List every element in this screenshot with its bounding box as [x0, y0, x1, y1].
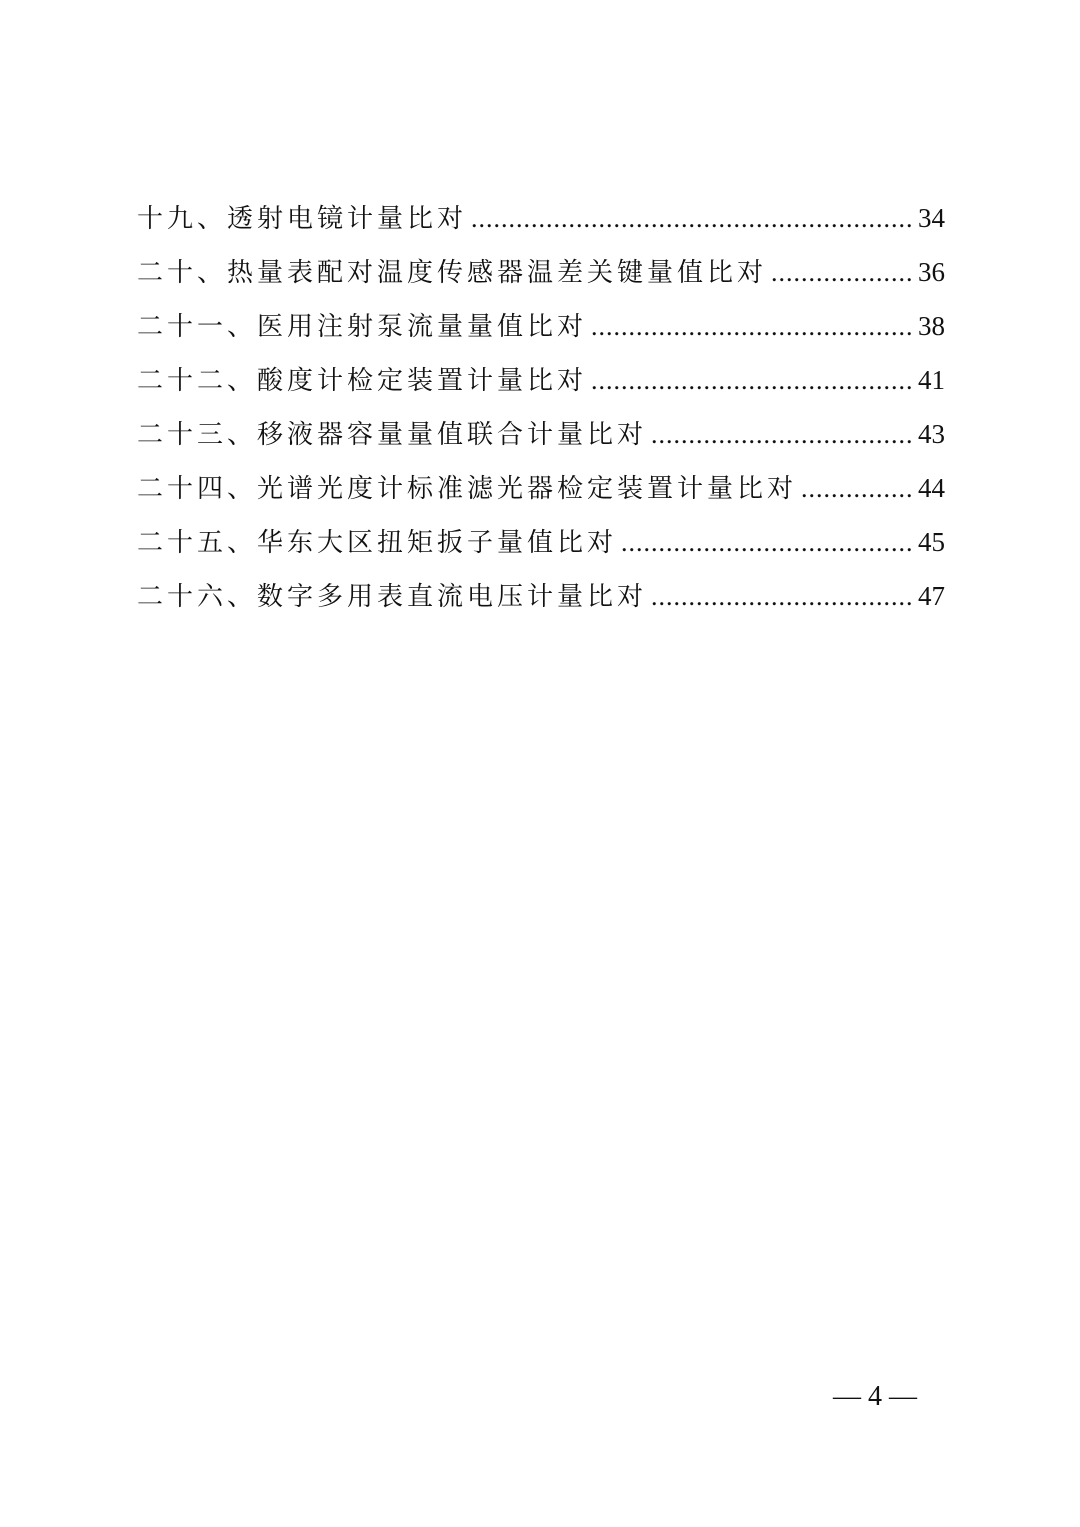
- toc-entry-24[interactable]: [137, 461, 945, 515]
- toc-entry-title: 二十三、移液器容量量值联合计量比对: [137, 420, 648, 450]
- toc-entry-page: 44: [918, 473, 945, 503]
- toc-dot-leader: [651, 408, 914, 462]
- toc-entry-page: 45: [918, 527, 945, 557]
- toc-entry-22[interactable]: [137, 353, 945, 407]
- toc-dot-leader: [591, 300, 914, 354]
- toc-dot-leader: [591, 354, 914, 408]
- toc-entry-page: 43: [918, 419, 945, 449]
- toc-entry-title: 二十二、酸度计检定装置计量比对: [137, 366, 588, 396]
- toc-dot-leader: [621, 516, 914, 570]
- toc-entry-title: 二十、热量表配对温度传感器温差关键量值比对: [137, 258, 768, 288]
- toc-entry-page: 38: [918, 311, 945, 341]
- toc-entry-25[interactable]: [137, 515, 945, 569]
- toc-dot-leader: [771, 246, 914, 300]
- toc-entry-title: 十九、透射电镜计量比对: [137, 204, 468, 234]
- toc-dot-leader: [471, 192, 914, 246]
- toc-entry-page: 34: [918, 203, 945, 233]
- toc-entry-title: 二十一、医用注射泵流量量值比对: [137, 312, 588, 342]
- toc-entry-20[interactable]: [137, 245, 945, 299]
- toc-entry-21[interactable]: [137, 299, 945, 353]
- toc-entry-title: 二十六、数字多用表直流电压计量比对: [137, 582, 648, 612]
- toc-entry-page: 36: [918, 257, 945, 287]
- table-of-contents: [137, 191, 945, 623]
- toc-dot-leader: [651, 570, 914, 624]
- toc-entry-title: 二十四、光谱光度计标准滤光器检定装置计量比对: [137, 474, 798, 504]
- toc-entry-page: 47: [918, 581, 945, 611]
- toc-dot-leader: [801, 462, 914, 516]
- page-number: — 4 —: [833, 1381, 917, 1412]
- toc-entry-19[interactable]: [137, 191, 945, 245]
- toc-entry-page: 41: [918, 365, 945, 395]
- toc-entry-title: 二十五、华东大区扭矩扳子量值比对: [137, 528, 618, 558]
- toc-entry-26[interactable]: [137, 569, 945, 623]
- toc-entry-23[interactable]: [137, 407, 945, 461]
